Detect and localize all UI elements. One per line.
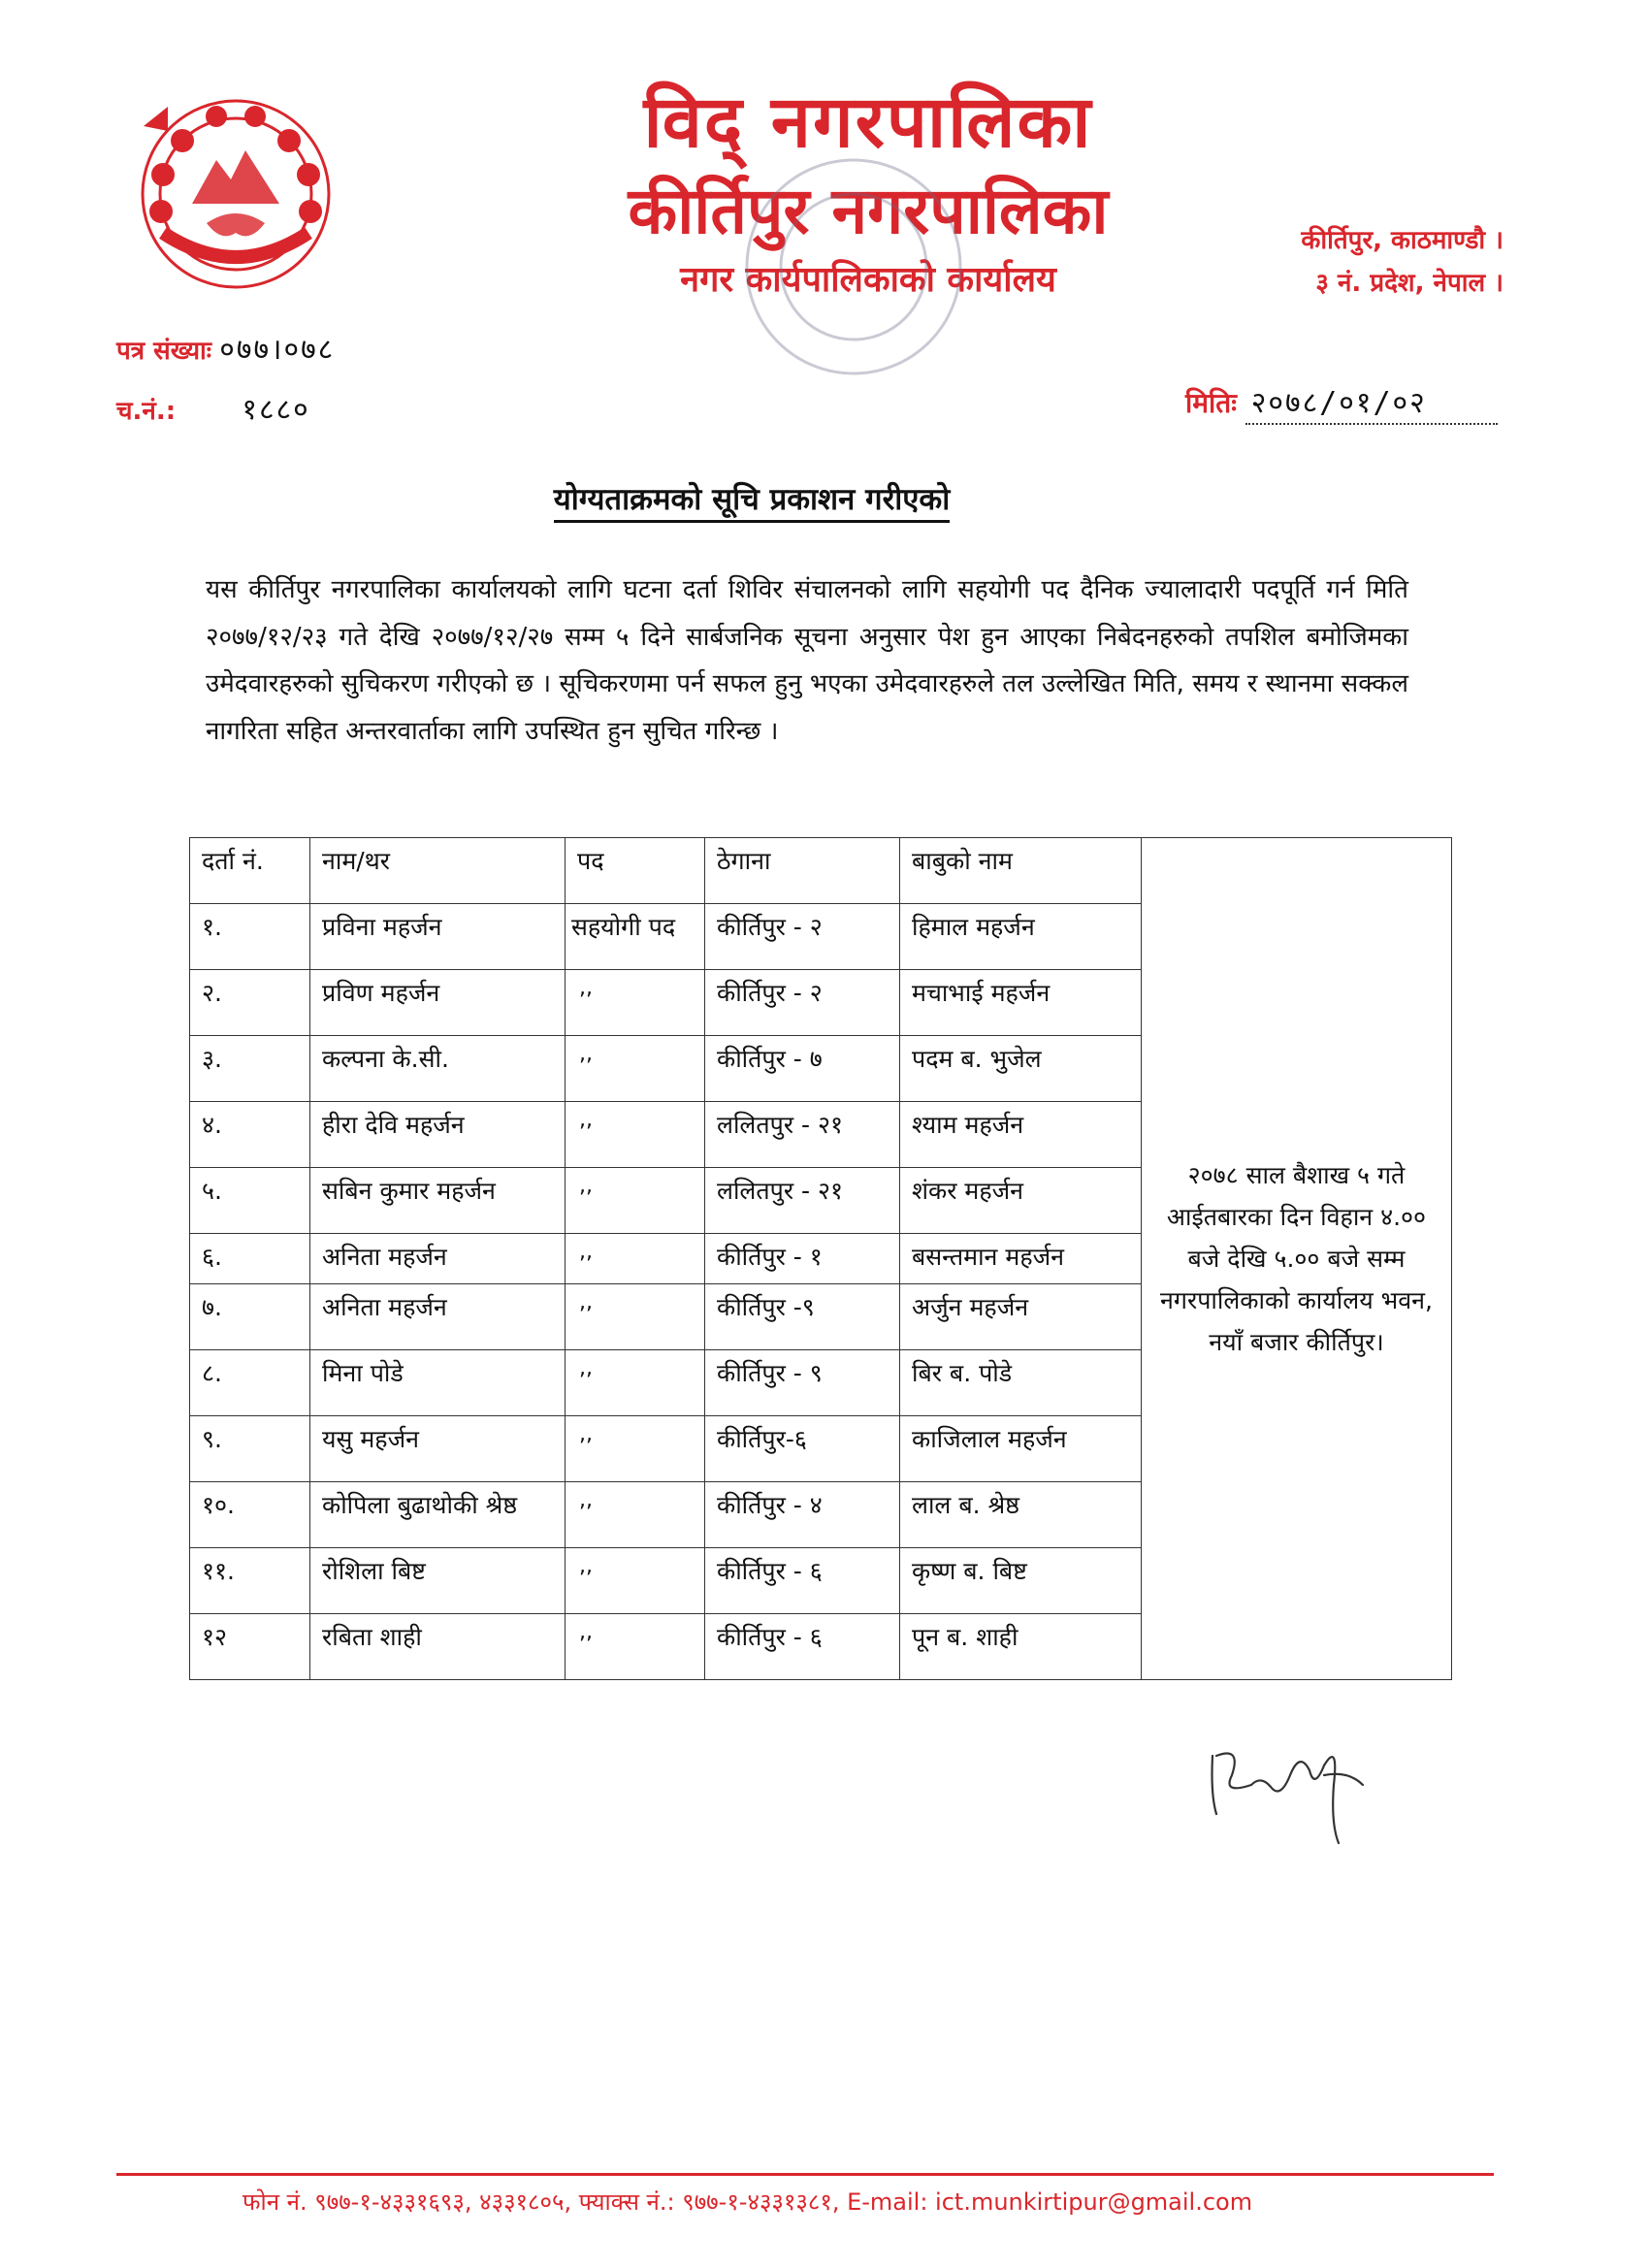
cell-reg-no: ९. (190, 1416, 310, 1482)
letter-number-value: ०७७।०७८ (219, 333, 336, 367)
cell-address: कीर्तिपुर - २ (705, 970, 900, 1036)
municipality-name: कीर्तिपुर नगरपालिका (628, 174, 1109, 248)
cell-post: ,, (566, 1350, 705, 1416)
header-post: पद (566, 838, 705, 904)
dispatch-number-row (116, 388, 310, 428)
date-label: मितिः (1185, 387, 1237, 419)
cell-father-name: लाल ब. श्रेष्ठ (900, 1482, 1142, 1548)
cell-post: ,, (566, 1614, 705, 1680)
cell-father-name: पदम ब. भुजेल (900, 1036, 1142, 1102)
cell-post: ,, (566, 1234, 705, 1284)
candidate-table (189, 837, 1452, 1680)
cell-father-name: पून ब. शाही (900, 1614, 1142, 1680)
date-row (1185, 381, 1498, 425)
cell-father-name: कृष्ण ब. बिष्ट (900, 1548, 1142, 1614)
cell-address: कीर्तिपुर - १ (705, 1234, 900, 1284)
cell-name: अनिता महर्जन (310, 1234, 566, 1284)
cell-post: ,, (566, 1548, 705, 1614)
cell-name: सबिन कुमार महर्जन (310, 1168, 566, 1234)
signature (1203, 1717, 1377, 1853)
cell-reg-no: ३. (190, 1036, 310, 1102)
cell-address: कीर्तिपुर - ९ (705, 1350, 900, 1416)
cell-reg-no: १०. (190, 1482, 310, 1548)
letter-number-row (116, 328, 335, 368)
office-name: नगर कार्यपालिकाको कार्यालय (680, 260, 1056, 300)
cell-father-name: बसन्तमान महर्जन (900, 1234, 1142, 1284)
cell-reg-no: १२ (190, 1614, 310, 1680)
date-value: २०७८/०१/०२ (1245, 381, 1498, 425)
cell-father-name: मचाभाई महर्जन (900, 970, 1142, 1036)
cell-name: यसु महर्जन (310, 1416, 566, 1482)
cell-name: प्रविना महर्जन (310, 904, 566, 970)
cell-address: कीर्तिपुर-६ (705, 1416, 900, 1482)
cell-father-name: बिर ब. पोडे (900, 1350, 1142, 1416)
cell-post: ,, (566, 1102, 705, 1168)
footer-divider (116, 2173, 1494, 2176)
header-name: नाम/थर (310, 838, 566, 904)
cell-address: कीर्तिपुर - ४ (705, 1482, 900, 1548)
cell-reg-no: ११. (190, 1548, 310, 1614)
cell-address: ललितपुर - २१ (705, 1168, 900, 1234)
cell-father-name: श्याम महर्जन (900, 1102, 1142, 1168)
notice-title: योग्यताक्रमको सूचि प्रकाशन गरीएको (554, 482, 951, 523)
cell-address: कीर्तिपुर - ७ (705, 1036, 900, 1102)
header-line-1: विद् नगरपालिका (643, 81, 1093, 164)
cell-reg-no: ४. (190, 1102, 310, 1168)
cell-father-name: शंकर महर्जन (900, 1168, 1142, 1234)
address-line-2: ३ नं. प्रदेश, नेपाल । (1315, 269, 1504, 298)
cell-reg-no: २. (190, 970, 310, 1036)
header-address: ठेगाना (705, 838, 900, 904)
cell-post: ,, (566, 1482, 705, 1548)
notice-title-wrap (0, 478, 1504, 519)
cell-reg-no: ५. (190, 1168, 310, 1234)
table-header-row (190, 838, 1452, 904)
cell-address: कीर्तिपुर - २ (705, 904, 900, 970)
cell-address: कीर्तिपुर - ६ (705, 1548, 900, 1614)
cell-name: प्रविण महर्जन (310, 970, 566, 1036)
cell-address: कीर्तिपुर - ६ (705, 1614, 900, 1680)
dispatch-number-value: १८८० (242, 393, 310, 427)
dispatch-number-label: च.नं.: (116, 397, 177, 426)
cell-reg-no: ८. (190, 1350, 310, 1416)
cell-post: ,, (566, 1284, 705, 1350)
cell-name: हीरा देवि महर्जन (310, 1102, 566, 1168)
header-father-name: बाबुको नाम (900, 838, 1142, 904)
notice-body: यस कीर्तिपुर नगरपालिका कार्यालयको लागि घटना दर्ता शिविर संचालनको लागि सहयोगी पद दैनिक ज्यालादारी पदपूर्ति गर्न मिति २०७७/१२/२३ गते देखि २०७७/१२/२७ सम्म ५ दिने सार्बजनिक सूचना अनुसार पेश हुन आएका निबेदनहरुको तपशिल बमोजिमका उमेदवारहरुको सुचिकरण गरीएको छ । सूचिकरणमा पर्न सफल हुनु भएका उमेदवारहरुले तल उल्लेखित मिति, समय र स्थानमा सक्कल नागरिता सहित अन्तरवार्ताका लागि उपस्थित हुन सुचित गरिन्छ । (206, 575, 1408, 746)
cell-address: ललितपुर - २१ (705, 1102, 900, 1168)
cell-name: कोपिला बुढाथोकी श्रेष्ठ (310, 1482, 566, 1548)
cell-name: मिना पोडे (310, 1350, 566, 1416)
cell-reg-no: ६. (190, 1234, 310, 1284)
coat-of-arms-emblem (124, 87, 347, 301)
cell-post: ,, (566, 1168, 705, 1234)
cell-father-name: हिमाल महर्जन (900, 904, 1142, 970)
header-reg-no: दर्ता नं. (190, 838, 310, 904)
cell-post: ,, (566, 970, 705, 1036)
cell-father-name: अर्जुन महर्जन (900, 1284, 1142, 1350)
cell-reg-no: १. (190, 904, 310, 970)
cell-name: कल्पना के.सी. (310, 1036, 566, 1102)
letter-number-label: पत्र संख्याः (116, 337, 212, 366)
cell-father-name: काजिलाल महर्जन (900, 1416, 1142, 1482)
cell-post: ,, (566, 1416, 705, 1482)
cell-name: रबिता शाही (310, 1614, 566, 1680)
cell-post: ,, (566, 1036, 705, 1102)
cell-address: कीर्तिपुर -९ (705, 1284, 900, 1350)
interview-note: २०७८ साल बैशाख ५ गते आईतबारका दिन विहान ४.०० बजे देखि ५.०० बजे सम्म नगरपालिकाको कार्यालय भवन, नयाँ बजार कीर्तिपुर। (1142, 838, 1452, 1680)
cell-name: अनिता महर्जन (310, 1284, 566, 1350)
cell-reg-no: ७. (190, 1284, 310, 1350)
address-line-1: कीर्तिपुर, काठमाण्डौ । (1301, 226, 1504, 255)
office-stamp (708, 146, 999, 388)
footer-contact: फोन नं. ९७७-१-४३३१६९३, ४३३१८०५, फ्याक्स नं.: ९७७-१-४३३१३८१, E-mail: ict.munkirtipur@gmail.com (242, 2188, 1253, 2216)
cell-name: रोशिला बिष्ट (310, 1548, 566, 1614)
cell-post: सहयोगी पद (566, 904, 705, 970)
